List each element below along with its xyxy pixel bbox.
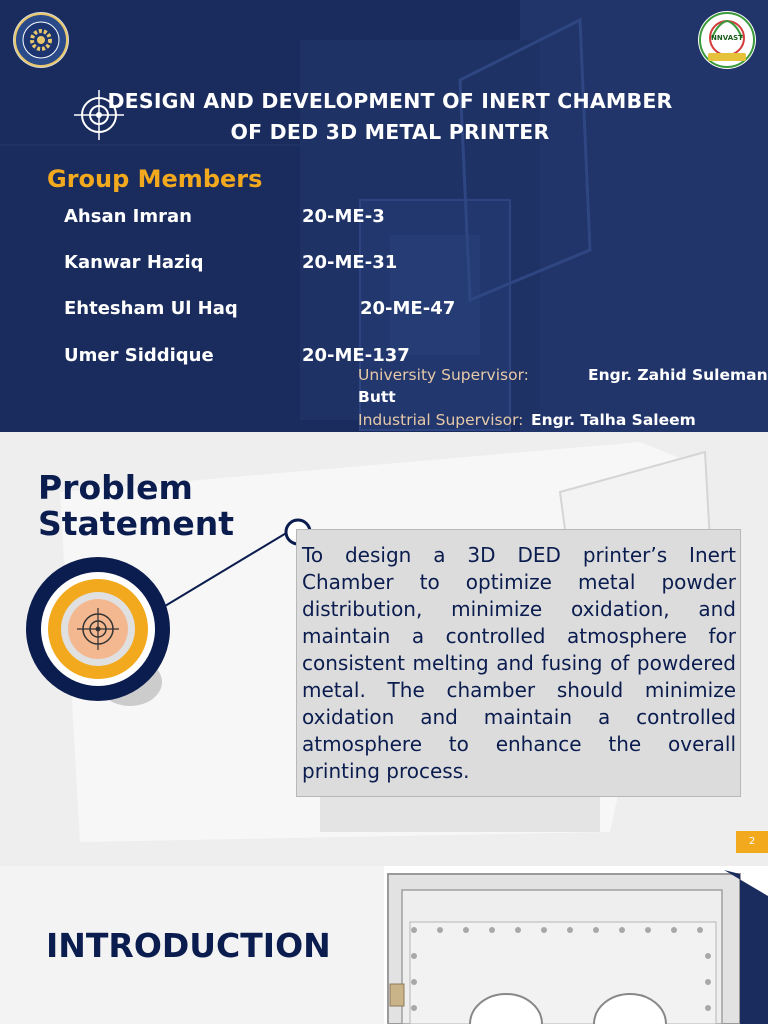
member-name-1: Ahsan Imran bbox=[64, 206, 192, 227]
project-title-line-1: DESIGN AND DEVELOPMENT OF INERT CHAMBER bbox=[107, 89, 673, 113]
group-members-heading: Group Members bbox=[47, 165, 263, 193]
gear-emblem-icon bbox=[13, 12, 69, 68]
title-slide bbox=[0, 0, 768, 432]
university-logo bbox=[13, 12, 69, 68]
member-id-1: 20-ME-3 bbox=[302, 206, 385, 227]
member-id-2: 20-ME-31 bbox=[302, 252, 398, 273]
introduction-slide bbox=[0, 866, 768, 1024]
introduction-title: INTRODUCTION bbox=[46, 926, 331, 965]
member-name-2: Kanwar Haziq bbox=[64, 252, 204, 273]
university-supervisor-label: University Supervisor: bbox=[358, 366, 529, 384]
target-graphic bbox=[20, 512, 320, 732]
inert-chamber-image bbox=[384, 866, 768, 1024]
university-supervisor-name: Engr. Zahid Suleman bbox=[588, 366, 768, 384]
problem-statement-title-line-1: Problem bbox=[38, 468, 193, 507]
industrial-supervisor-label: Industrial Supervisor: bbox=[358, 411, 524, 429]
university-supervisor-name-cont: Butt bbox=[358, 388, 396, 406]
problem-statement-text: To design a 3D DED printer’s Inert Chamber to optimize metal powder distribution, minimize oxidation, and maintain a controlled atmosphere for consistent melting and fusing of powdered metal. The chamber should minimize oxidation and maintain a controlled atmosphere to enhance the overall printing process. bbox=[302, 543, 736, 783]
page-number-badge: 2 bbox=[736, 831, 768, 853]
problem-statement-box bbox=[296, 529, 741, 797]
member-name-4: Umer Siddique bbox=[64, 345, 214, 366]
member-id-4: 20-ME-137 bbox=[302, 345, 410, 366]
problem-statement-slide bbox=[0, 432, 768, 866]
project-title bbox=[60, 86, 720, 148]
problem-statement-title-line-2: Statement bbox=[38, 504, 235, 543]
institute-logo bbox=[698, 11, 756, 69]
member-name-3: Ehtesham Ul Haq bbox=[64, 298, 238, 319]
member-id-3: 20-ME-47 bbox=[360, 298, 456, 319]
institute-logo-text: NNVAST bbox=[711, 34, 743, 42]
project-title-line-2: OF DED 3D METAL PRINTER bbox=[230, 120, 550, 144]
industrial-supervisor-name: Engr. Talha Saleem bbox=[531, 411, 696, 429]
